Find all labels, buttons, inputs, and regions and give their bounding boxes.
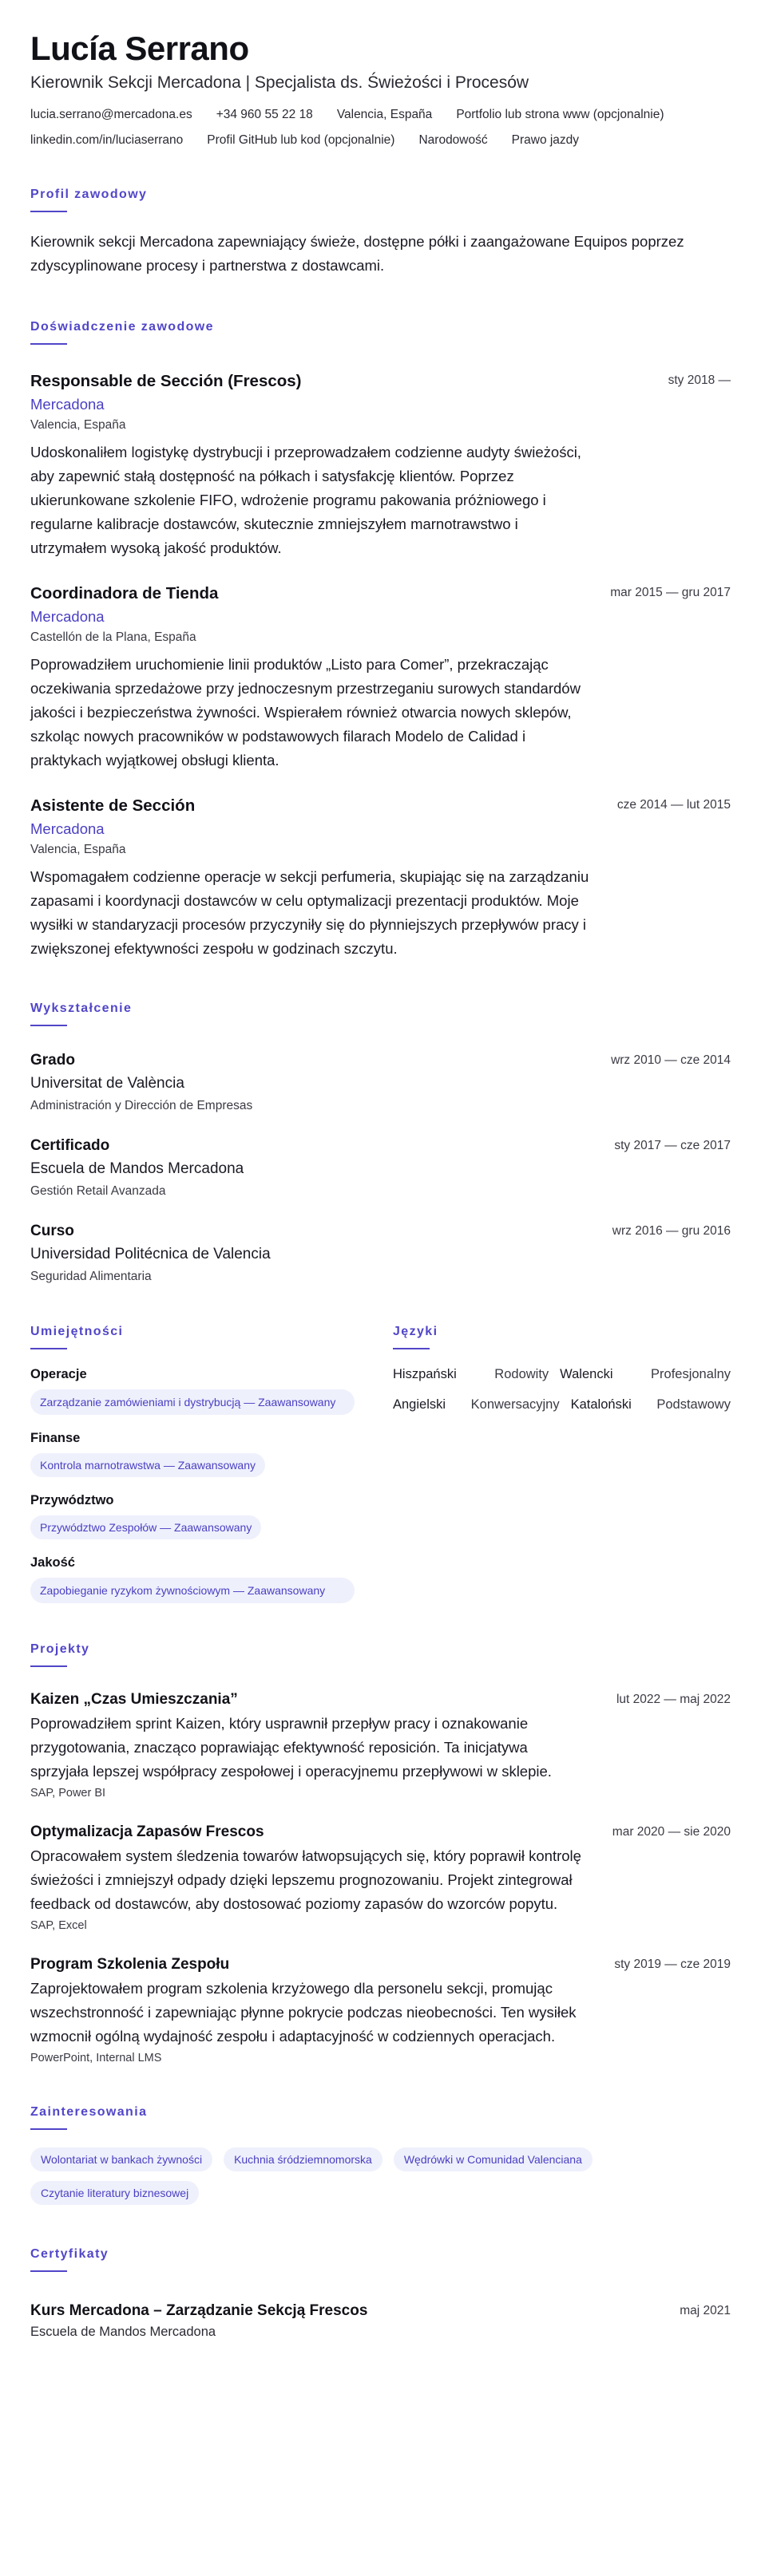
contact-linkedin[interactable]: linkedin.com/in/luciaserrano (30, 133, 184, 147)
section-title-projects: Projekty (30, 1642, 90, 1656)
section-divider (30, 1348, 67, 1349)
certificate-issuer: Escuela de Mandos Mercadona (30, 2325, 216, 2339)
interest-pill: Kuchnia śródziemnomorska (224, 2147, 382, 2171)
profile-section (30, 187, 731, 278)
profile-summary: Kierownik sekcji Mercadona zapewniający świeże, dostępne półki i zaangażowane Equipos poprzez zdyscyplinowane procesy i partnerstwa z dostawcami. (30, 233, 684, 274)
skill-group (30, 1554, 393, 1603)
skill-category: Jakość (30, 1555, 75, 1570)
education-dates: wrz 2010 — cze 2014 (611, 1053, 731, 1067)
interest-pill: Wędrówki w Comunidad Valenciana (394, 2147, 593, 2171)
project-dates: lut 2022 — maj 2022 (616, 1693, 731, 1706)
section-divider (30, 1665, 67, 1667)
contact-info (30, 107, 733, 148)
language-name: Angielski (393, 1397, 446, 1412)
project-tools: PowerPoint, Internal LMS (30, 2052, 162, 2064)
candidate-headline: Kierownik Sekcji Mercadona | Specjalista ds. Świeżości i Procesów (30, 73, 529, 92)
education-school: Universitat de València (30, 1075, 184, 1092)
contact-nationality: Narodowość (418, 133, 488, 147)
job-title: Asistente de Sección (30, 796, 196, 815)
project-tools: SAP, Excel (30, 1919, 87, 1932)
certificate-date: maj 2021 (680, 2304, 731, 2317)
project-description: Poprowadziłem sprint Kaizen, który usprawnił przepływ pracy i oznakowanie przygotowania, znacząco poprawiając efektywność reposición. Ta inicjatywa sprzyjała lepszej współpracy zespołowej i operacyjnemu przepływowi w sklepie. (30, 1715, 552, 1780)
contact-driving-license: Prawo jazdy (511, 133, 580, 147)
project-title: Optymalizacja Zapasów Frescos (30, 1823, 264, 1840)
job-description: Wspomagałem codzienne operacje w sekcji perfumeria, skupiając się na zarządzaniu zapasami i koordynacji dostawców w celu optymalizacji prezentacji produktów. Moje wysiłki w standaryzacji procesów przyczyniły się do płynniejszych przepływów pracy i zwiększonej efektywności zespołu w godzinach szczytu. (30, 868, 589, 957)
skill-category: Przywództwo (30, 1493, 114, 1507)
job-title: Coordinadora de Tienda (30, 584, 219, 603)
language-name: Hiszpański (393, 1367, 457, 1381)
language-row (393, 1396, 731, 1413)
skills-languages-row (30, 1324, 731, 1603)
skill-group (30, 1491, 393, 1539)
job-location: Castellón de la Plana, España (30, 630, 196, 644)
job-company: Mercadona (30, 820, 105, 837)
experience-entry (30, 583, 731, 772)
project-description: Zaprojektowałem program szkolenia krzyżowego dla personelu sekcji, promując wszechstronność i zapewniając płynne pokrycie podczas nieobecności. Ten wysiłek wzmocnił ogólną wydajność zespołu i adaptacyjność w codziennych operacjach. (30, 1980, 577, 2045)
section-divider (30, 2270, 67, 2272)
certificate-entry (30, 2301, 731, 2341)
language-level: Podstawowy (656, 1397, 731, 1412)
language-name: Kataloński (570, 1397, 632, 1412)
education-entry (30, 1050, 731, 1115)
section-divider (30, 211, 67, 212)
project-dates: mar 2020 — sie 2020 (612, 1825, 731, 1839)
experience-section (30, 319, 731, 961)
skill-pill: Zapobieganie ryzykom żywnościowym — Zaawansowany (30, 1578, 355, 1603)
job-dates: sty 2018 — (668, 373, 731, 387)
certificates-section (30, 2246, 731, 2341)
project-dates: sty 2019 — cze 2019 (614, 1958, 731, 1971)
skills-section (30, 1324, 393, 1603)
resume-header (30, 29, 731, 148)
education-degree: Certificado (30, 1137, 110, 1154)
education-field: Administración y Dirección de Empresas (30, 1099, 253, 1112)
section-title-skills: Umiejętności (30, 1325, 124, 1338)
project-entry (30, 1822, 731, 1934)
education-entry (30, 1136, 731, 1200)
language-name: Walencki (560, 1367, 613, 1381)
education-school: Universidad Politécnica de Valencia (30, 1246, 271, 1262)
contact-portfolio[interactable]: Portfolio lub strona www (opcjonalnie) (456, 108, 664, 121)
project-description: Opracowałem system śledzenia towarów łatwopsujących się, który poprawił kontrolę świeżości i zmniejszył odpady dzięki lepszemu prognozowaniu. Projekt zintegrował feedback od dostawców, aby dostosować poziomy zapasów do wzorców popytu. (30, 1847, 581, 1912)
section-divider (393, 1348, 430, 1349)
job-title: Responsable de Sección (Frescos) (30, 372, 302, 390)
section-title-certificates: Certyfikaty (30, 2247, 109, 2261)
language-level: Konwersacyjny (470, 1397, 560, 1412)
skill-pill: Zarządzanie zamówieniami i dystrybucją — Zaawansowany (30, 1389, 355, 1415)
contact-email[interactable]: lucia.serrano@mercadona.es (30, 108, 192, 121)
section-title-profile: Profil zawodowy (30, 188, 148, 201)
section-title-interests: Zainteresowania (30, 2105, 148, 2119)
experience-entry (30, 795, 731, 961)
skill-group (30, 1365, 393, 1415)
language-level: Profesjonalny (651, 1367, 731, 1381)
section-title-languages: Języki (393, 1325, 438, 1338)
languages-section (393, 1324, 731, 1603)
skill-pill: Przywództwo Zespołów — Zaawansowany (30, 1515, 261, 1539)
project-tools: SAP, Power BI (30, 1787, 106, 1800)
project-title: Program Szkolenia Zespołu (30, 1956, 230, 1973)
job-company: Mercadona (30, 608, 105, 625)
language-level: Rodowity (494, 1367, 549, 1381)
contact-phone[interactable]: +34 960 55 22 18 (216, 108, 313, 121)
project-title: Kaizen „Czas Umieszczania” (30, 1691, 238, 1708)
section-divider (30, 1025, 67, 1026)
candidate-name: Lucía Serrano (30, 30, 249, 67)
education-dates: sty 2017 — cze 2017 (614, 1139, 731, 1152)
contact-github[interactable]: Profil GitHub lub kod (opcjonalnie) (207, 133, 395, 147)
education-field: Gestión Retail Avanzada (30, 1184, 166, 1198)
skill-category: Finanse (30, 1431, 81, 1445)
certificate-title: Kurs Mercadona – Zarządzanie Sekcją Frescos (30, 2302, 368, 2319)
interest-pill: Wolontariat w bankach żywności (30, 2147, 212, 2171)
skill-pill: Kontrola marnotrawstwa — Zaawansowany (30, 1453, 265, 1477)
skill-group (30, 1429, 393, 1477)
experience-entry (30, 370, 731, 560)
section-divider (30, 343, 67, 345)
skill-category: Operacje (30, 1367, 87, 1381)
job-location: Valencia, España (30, 843, 126, 856)
section-title-education: Wykształcenie (30, 1002, 133, 1015)
education-section (30, 1001, 731, 1286)
job-dates: mar 2015 — gru 2017 (610, 586, 731, 599)
project-entry (30, 1689, 731, 1801)
interests-section (30, 2104, 731, 2205)
education-degree: Grado (30, 1052, 75, 1069)
job-description: Udoskonaliłem logistykę dystrybucji i przeprowadzałem codzienne audyty świeżości, aby zapewnić stałą dostępność na półkach i satysfakcję klientów. Poprzez ukierunkowane szkolenie FIFO, wdrożenie programu pakowania próżniowego i regularne kalibracje dostawców, skutecznie zmniejszyłem marnotrawstwo i utrzymałem wysoką jakość produktów. (30, 444, 581, 556)
contact-location: Valencia, España (336, 108, 433, 121)
education-field: Seguridad Alimentaria (30, 1270, 152, 1283)
education-dates: wrz 2016 — gru 2016 (612, 1224, 731, 1238)
section-divider (30, 2128, 67, 2130)
education-entry (30, 1221, 731, 1286)
education-school: Escuela de Mandos Mercadona (30, 1160, 244, 1177)
job-location: Valencia, España (30, 418, 126, 432)
job-description: Poprowadziłem uruchomienie linii produktów „Listo para Comer”, przekraczając oczekiwania sprzedażowe przy jednoczesnym przestrzeganiu surowych standardów jakości i bezpieczeństwa żywności. Wspierałem również otwarcia nowych sklepów, szkoląc nowych pracowników w podstawowych filarach Modelo de Calidad i praktykach wyjątkowej obsługi klienta. (30, 656, 581, 768)
job-company: Mercadona (30, 396, 105, 413)
project-entry (30, 1954, 731, 2066)
language-row (393, 1365, 731, 1383)
interests-list (30, 2147, 731, 2205)
education-degree: Curso (30, 1223, 74, 1239)
job-dates: cze 2014 — lut 2015 (616, 798, 731, 812)
projects-section (30, 1642, 731, 2066)
interest-pill: Czytanie literatury biznesowej (30, 2181, 199, 2205)
section-title-experience: Doświadczenie zawodowe (30, 320, 214, 334)
